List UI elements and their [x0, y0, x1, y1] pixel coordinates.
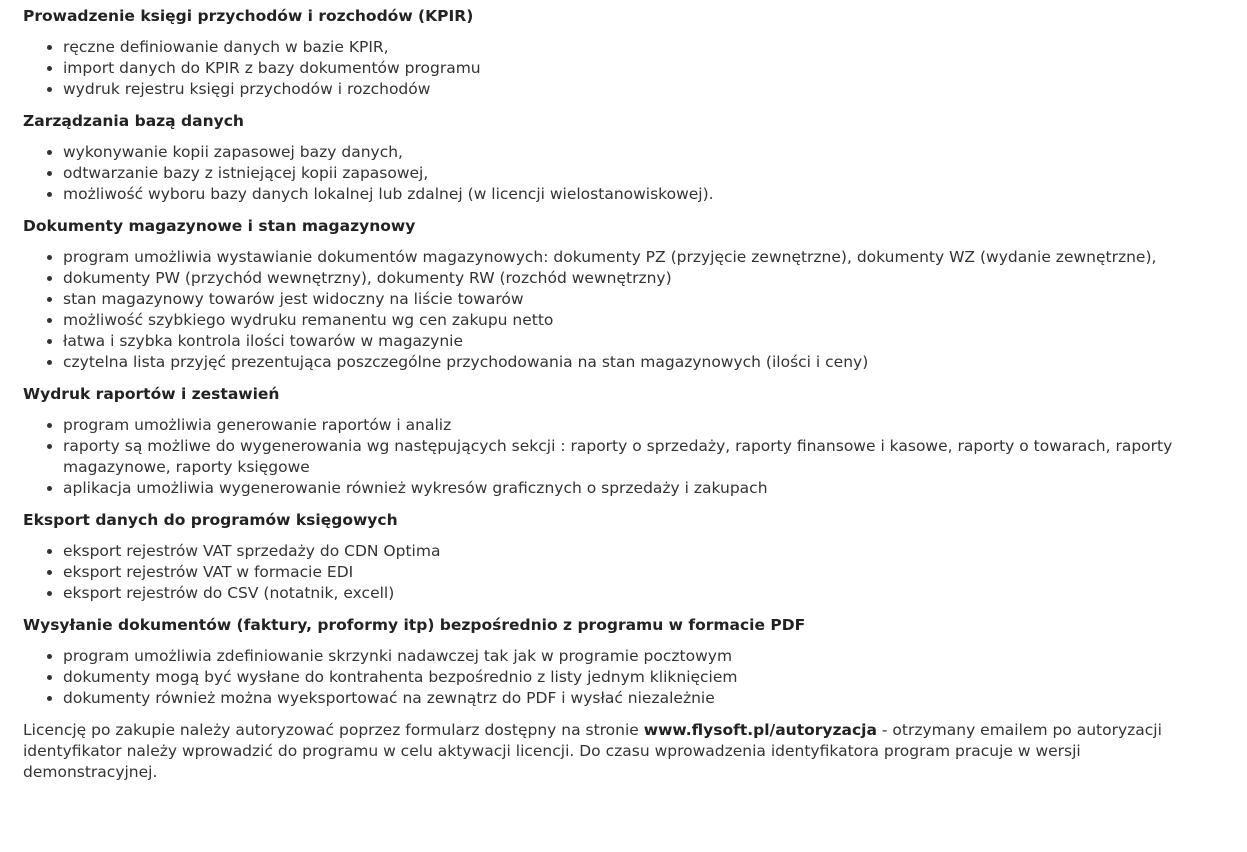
- feature-list: [23, 646, 1223, 709]
- section-heading: Zarządzania bazą danych: [23, 112, 244, 130]
- feature-list: [23, 247, 1223, 373]
- section-heading: Dokumenty magazynowe i stan magazynowy: [23, 217, 416, 235]
- feature-list: [23, 541, 1223, 604]
- list-item: • wydruk rejestru księgi przychodów i rozchodów: [63, 79, 1223, 100]
- list-item: • program umożliwia zdefiniowanie skrzynki nadawczej tak jak w programie pocztowym: [63, 646, 1223, 667]
- section-export: [23, 510, 1223, 604]
- list-item: • program umożliwia generowanie raportów i analiz: [63, 415, 1223, 436]
- list-item: • eksport rejestrów VAT sprzedaży do CDN Optima: [63, 541, 1223, 562]
- section-warehouse: [23, 216, 1223, 373]
- section-heading: Wysyłanie dokumentów (faktury, proformy itp) bezpośrednio z programu w formacie PDF: [23, 616, 806, 634]
- list-item: • możliwość wyboru bazy danych lokalnej lub zdalnej (w licencji wielostanowiskowej).: [63, 184, 1223, 205]
- feature-list: [23, 37, 1223, 100]
- list-item: • aplikacja umożliwia wygenerowanie również wykresów graficznych o sprzedaży i zakupach: [63, 478, 1223, 499]
- list-item: • odtwarzanie bazy z istniejącej kopii zapasowej,: [63, 163, 1223, 184]
- authorization-link[interactable]: www.flysoft.pl/autoryzacja: [643, 721, 877, 739]
- section-kpir: [23, 6, 1223, 100]
- feature-list: [23, 415, 1223, 499]
- feature-list: [23, 142, 1223, 205]
- list-item: • eksport rejestrów do CSV (notatnik, excell): [63, 583, 1223, 604]
- license-note: [23, 720, 1213, 783]
- license-note-text-before: Licencję po zakupie należy autoryzować poprzez formularz dostępny na stronie: [23, 721, 644, 739]
- list-item: • wykonywanie kopii zapasowej bazy danych,: [63, 142, 1223, 163]
- list-item: • program umożliwia wystawianie dokumentów magazynowych: dokumenty PZ (przyjęcie zewnętrzne), dokumenty WZ (wydanie zewnętrzne),: [63, 247, 1223, 268]
- section-heading: Wydruk raportów i zestawień: [23, 385, 280, 403]
- section-heading: Prowadzenie księgi przychodów i rozchodów (KPIR): [23, 7, 474, 25]
- list-item: • łatwa i szybka kontrola ilości towarów w magazynie: [63, 331, 1223, 352]
- list-item: • dokumenty PW (przychód wewnętrzny), dokumenty RW (rozchód wewnętrzny): [63, 268, 1223, 289]
- list-item: • raporty są możliwe do wygenerowania wg następujących sekcji : raporty o sprzedaży, raporty finansowe i kasowe, raporty o towarach, raporty magazynowe, raporty księgowe: [63, 436, 1223, 478]
- list-item: • eksport rejestrów VAT w formacie EDI: [63, 562, 1223, 583]
- section-reports: [23, 384, 1223, 499]
- list-item: • czytelna lista przyjęć prezentująca poszczególne przychodowania na stan magazynowych (ilości i ceny): [63, 352, 1223, 373]
- list-item: • możliwość szybkiego wydruku remanentu wg cen zakupu netto: [63, 310, 1223, 331]
- section-database: [23, 111, 1223, 205]
- list-item: • stan magazynowy towarów jest widoczny na liście towarów: [63, 289, 1223, 310]
- section-heading: Eksport danych do programów księgowych: [23, 511, 398, 529]
- list-item: • ręczne definiowanie danych w bazie KPIR,: [63, 37, 1223, 58]
- list-item: • dokumenty mogą być wysłane do kontrahenta bezpośrednio z listy jednym kliknięciem: [63, 667, 1223, 688]
- license-note-text-after: - otrzymany emailem po autoryzacji identyfikator należy wprowadzić do programu w celu aktywacji licencji. Do czasu wprowadzenia identyfikatora program pracuje w wersji demonstracyjnej.: [23, 721, 1162, 781]
- section-pdf-sending: [23, 615, 1223, 709]
- list-item: • import danych do KPIR z bazy dokumentów programu: [63, 58, 1223, 79]
- list-item: • dokumenty również można wyeksportować na zewnątrz do PDF i wysłać niezależnie: [63, 688, 1223, 709]
